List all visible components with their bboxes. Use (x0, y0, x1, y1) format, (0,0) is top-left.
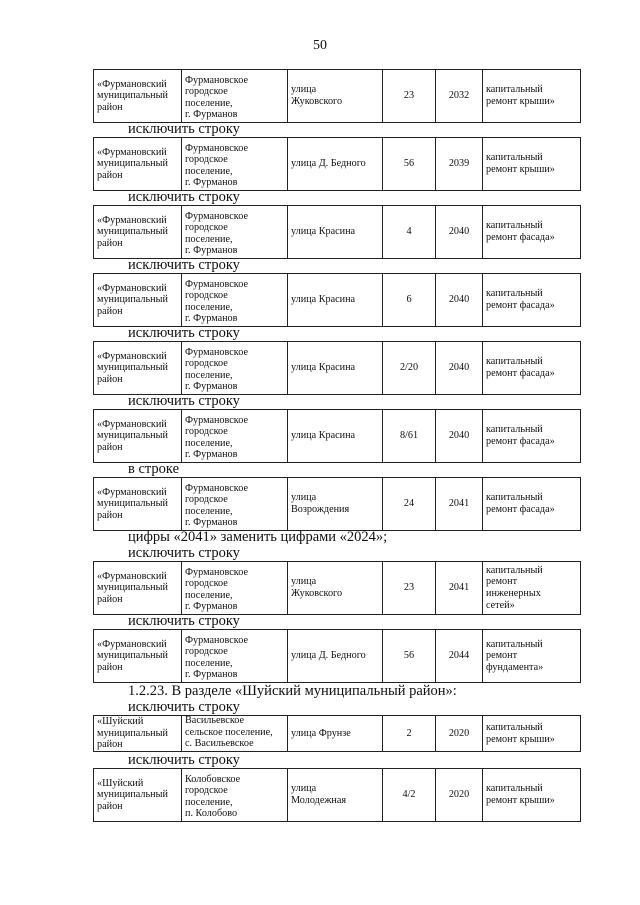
exclude-row-note: исключить строку (128, 545, 240, 561)
section-heading: 1.2.23. В разделе «Шуйский муниципальный район»: (128, 683, 457, 699)
street-cell: улица Д. Бедного (287, 138, 382, 190)
table-row (93, 409, 581, 463)
exclude-row-note: исключить строку (128, 325, 240, 341)
year-cell: 2041 (435, 562, 482, 614)
year-cell: 2044 (435, 630, 482, 682)
house-cell: 56 (382, 138, 435, 190)
table-row (93, 715, 581, 752)
work-cell: капитальный ремонт крыши» (482, 769, 580, 821)
house-cell: 8/61 (382, 410, 435, 462)
year-cell: 2040 (435, 206, 482, 258)
district-cell: «Фурмановский муниципальный район (97, 78, 168, 113)
table-row (93, 137, 581, 191)
work-cell: капитальный ремонт фасада» (482, 206, 580, 258)
settlement-cell: Фурмановское городское поселение, г. Фурманов (181, 562, 287, 614)
year-cell: 2039 (435, 138, 482, 190)
table-row (93, 205, 581, 259)
district-cell: «Шуйский муниципальный район (97, 777, 168, 812)
street-cell: улица Фрунзе (287, 716, 382, 751)
house-cell: 56 (382, 630, 435, 682)
work-cell: капитальный ремонт фасада» (482, 478, 580, 530)
year-cell: 2040 (435, 274, 482, 326)
street-cell: улица Жуковского (287, 562, 382, 614)
house-cell: 4 (382, 206, 435, 258)
work-cell: капитальный ремонт крыши» (482, 70, 580, 122)
house-cell: 6 (382, 274, 435, 326)
exclude-row-note: исключить строку (128, 189, 240, 205)
table-row (93, 273, 581, 327)
exclude-row-note: исключить строку (128, 121, 240, 137)
table-row (93, 561, 581, 615)
settlement-cell: Фурмановское городское поселение, г. Фурманов (181, 274, 287, 326)
exclude-row-note: исключить строку (128, 699, 240, 715)
work-cell: капитальный ремонт фундамента» (482, 630, 580, 682)
exclude-row-note: исключить строку (128, 752, 240, 768)
settlement-cell: Фурмановское городское поселение, г. Фурманов (181, 206, 287, 258)
table-row (93, 477, 581, 531)
table-row (93, 341, 581, 395)
table-row (93, 69, 581, 123)
house-cell: 24 (382, 478, 435, 530)
settlement-cell: Фурмановское городское поселение, г. Фурманов (181, 70, 287, 122)
year-cell: 2020 (435, 769, 482, 821)
district-cell: «Фурмановский муниципальный район (97, 638, 168, 673)
year-cell: 2040 (435, 410, 482, 462)
district-cell: «Фурмановский муниципальный район (97, 350, 168, 385)
settlement-cell: Колобовское городское поселение, п. Колобово (181, 769, 287, 821)
year-cell: 2032 (435, 70, 482, 122)
district-cell: «Фурмановский муниципальный район (97, 418, 168, 453)
settlement-cell: Фурмановское городское поселение, г. Фурманов (181, 138, 287, 190)
house-cell: 23 (382, 70, 435, 122)
house-cell: 23 (382, 562, 435, 614)
district-cell: «Фурмановский муниципальный район (97, 486, 168, 521)
house-cell: 4/2 (382, 769, 435, 821)
work-cell: капитальный ремонт крыши» (482, 138, 580, 190)
year-cell: 2020 (435, 716, 482, 751)
exclude-row-note: исключить строку (128, 393, 240, 409)
street-cell: улица Красина (287, 274, 382, 326)
street-cell: улица Красина (287, 206, 382, 258)
settlement-cell: Фурмановское городское поселение, г. Фурманов (181, 630, 287, 682)
replace-digits-note: цифры «2041» заменить цифрами «2024»; (128, 529, 388, 545)
street-cell: улица Жуковского (287, 70, 382, 122)
exclude-row-note: исключить строку (128, 613, 240, 629)
street-cell: улица Молодежная (287, 769, 382, 821)
settlement-cell: Фурмановское городское поселение, г. Фурманов (181, 410, 287, 462)
house-cell: 2 (382, 716, 435, 751)
work-cell: капитальный ремонт крыши» (482, 716, 580, 751)
year-cell: 2040 (435, 342, 482, 394)
street-cell: улица Красина (287, 410, 382, 462)
table-row (93, 768, 581, 822)
settlement-cell: Фурмановское городское поселение, г. Фурманов (181, 478, 287, 530)
work-cell: капитальный ремонт инженерных сетей» (482, 562, 580, 614)
work-cell: капитальный ремонт фасада» (482, 410, 580, 462)
work-cell: капитальный ремонт фасада» (482, 342, 580, 394)
district-cell: «Фурмановский муниципальный район (97, 146, 168, 181)
year-cell: 2041 (435, 478, 482, 530)
street-cell: улица Д. Бедного (287, 630, 382, 682)
street-cell: улица Красина (287, 342, 382, 394)
work-cell: капитальный ремонт фасада» (482, 274, 580, 326)
page-number: 50 (313, 38, 327, 53)
settlement-cell: Фурмановское городское поселение, г. Фурманов (181, 342, 287, 394)
district-cell: «Шуйский муниципальный район (97, 716, 168, 751)
district-cell: «Фурмановский муниципальный район (97, 214, 168, 249)
house-cell: 2/20 (382, 342, 435, 394)
street-cell: улица Возрождения (287, 478, 382, 530)
exclude-row-note: исключить строку (128, 257, 240, 273)
in-row-note: в строке (128, 461, 180, 477)
settlement-cell: Васильевское сельское поселение, с. Васильевское (181, 716, 287, 751)
district-cell: «Фурмановский муниципальный район (97, 570, 168, 605)
table-row (93, 629, 581, 683)
district-cell: «Фурмановский муниципальный район (97, 282, 168, 317)
